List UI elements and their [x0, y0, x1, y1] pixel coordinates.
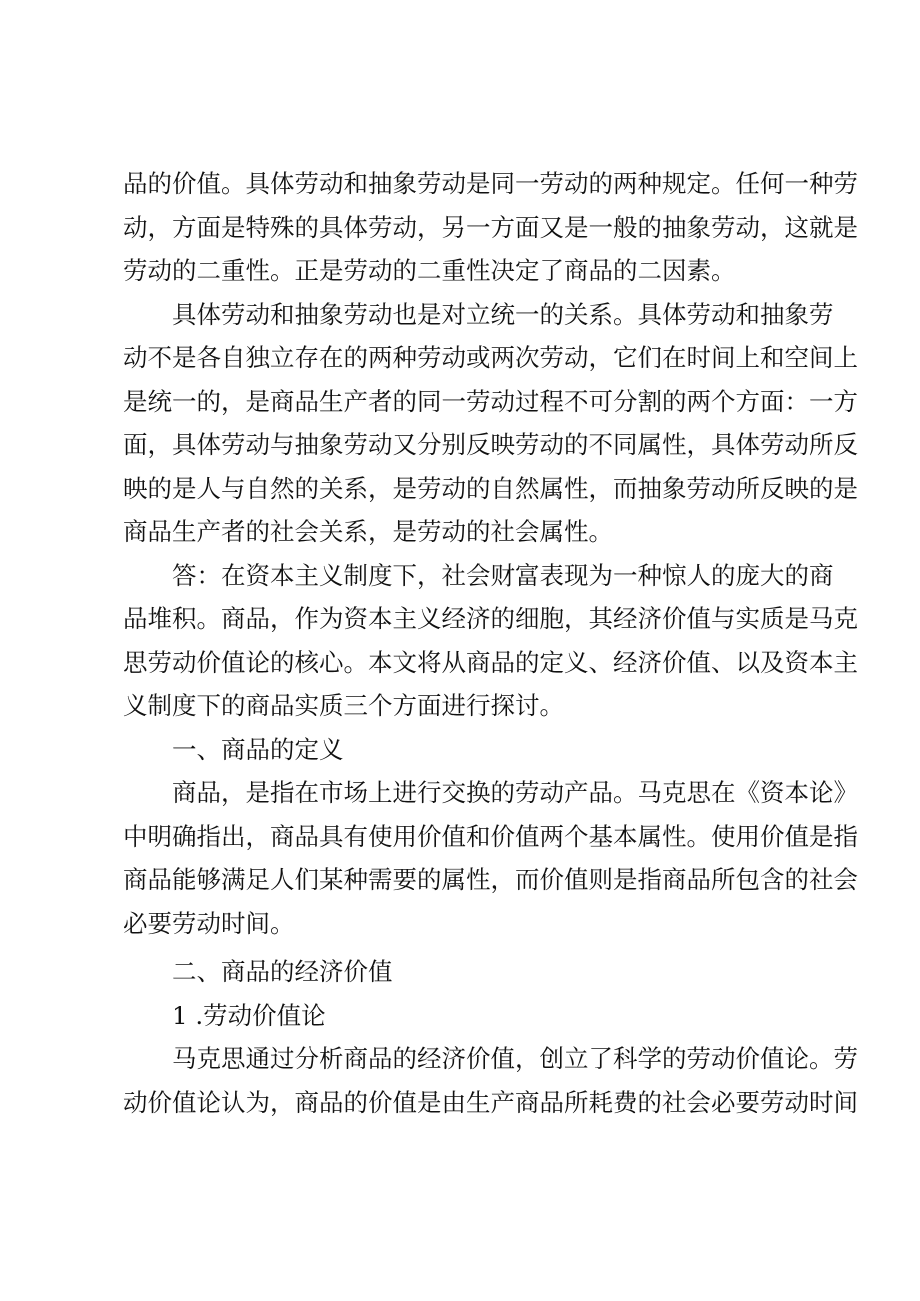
- text-line: 马克思通过分析商品的经济价值，创立了科学的劳动价值论。劳: [172, 1044, 858, 1073]
- text-line: 是统一的，是商品生产者的同一劳动过程不可分割的两个方面：一方: [123, 386, 858, 416]
- text-line: 商品，是指在市场上进行交换的劳动产品。马克思在《资本论》: [172, 778, 858, 807]
- paragraph-dual-nature: [123, 162, 858, 293]
- text-line: 具体劳动和抽象劳动也是对立统一的关系。具体劳动和抽象劳: [172, 299, 834, 329]
- text-line: 品堆积。商品，作为资本主义经济的细胞，其经济价值与实质是马克: [123, 604, 858, 633]
- text-line: 答：在资本主义制度下，社会财富表现为一种惊人的庞大的商: [172, 560, 834, 590]
- text-line: 动不是各自独立存在的两种劳动或两次劳动，它们在时间上和空间上: [123, 343, 858, 372]
- text-line: 品的价值。具体劳动和抽象劳动是同一劳动的两种规定。任何一种劳: [123, 169, 858, 198]
- text-line: 思劳动价值论的核心。本文将从商品的定义、经济价值、以及资本主: [123, 647, 858, 677]
- text-line: 中明确指出，商品具有使用价值和价值两个基本属性。使用价值是指: [123, 821, 858, 851]
- subsection-heading-labor-theory: 1 .劳动价值论: [172, 1000, 326, 1030]
- paragraph-commodity-definition: [123, 771, 858, 945]
- text-line: 商品生产者的社会关系，是劳动的社会属性。: [123, 517, 613, 546]
- document-body: [123, 162, 858, 1124]
- paragraph-answer-intro: [123, 554, 858, 728]
- text-line: 必要劳动时间。: [123, 908, 295, 938]
- text-line: 商品能够满足人们某种需要的属性，而价值则是指商品所包含的社会: [123, 865, 858, 894]
- paragraph-unity-of-opposites: [123, 293, 858, 554]
- text-line: 面，具体劳动与抽象劳动又分别反映劳动的不同属性，具体劳动所反: [123, 430, 858, 459]
- text-line: 动价值论认为，商品的价值是由生产商品所耗费的社会必要劳动时间: [123, 1087, 858, 1117]
- text-line: 映的是人与自然的关系，是劳动的自然属性，而抽象劳动所反映的是: [123, 473, 858, 503]
- text-line: 义制度下的商品实质三个方面进行探讨。: [123, 691, 564, 720]
- section-heading-economic-value: 二、商品的经济价值: [172, 957, 393, 986]
- text-line: 劳动的二重性。正是劳动的二重性决定了商品的二因素。: [123, 256, 736, 285]
- text-line: 动，方面是特殊的具体劳动，另一方面又是一般的抽象劳动，这就是: [123, 212, 858, 242]
- paragraph-labor-theory: [123, 1037, 858, 1124]
- section-heading-definition: 一、商品的定义: [172, 734, 344, 764]
